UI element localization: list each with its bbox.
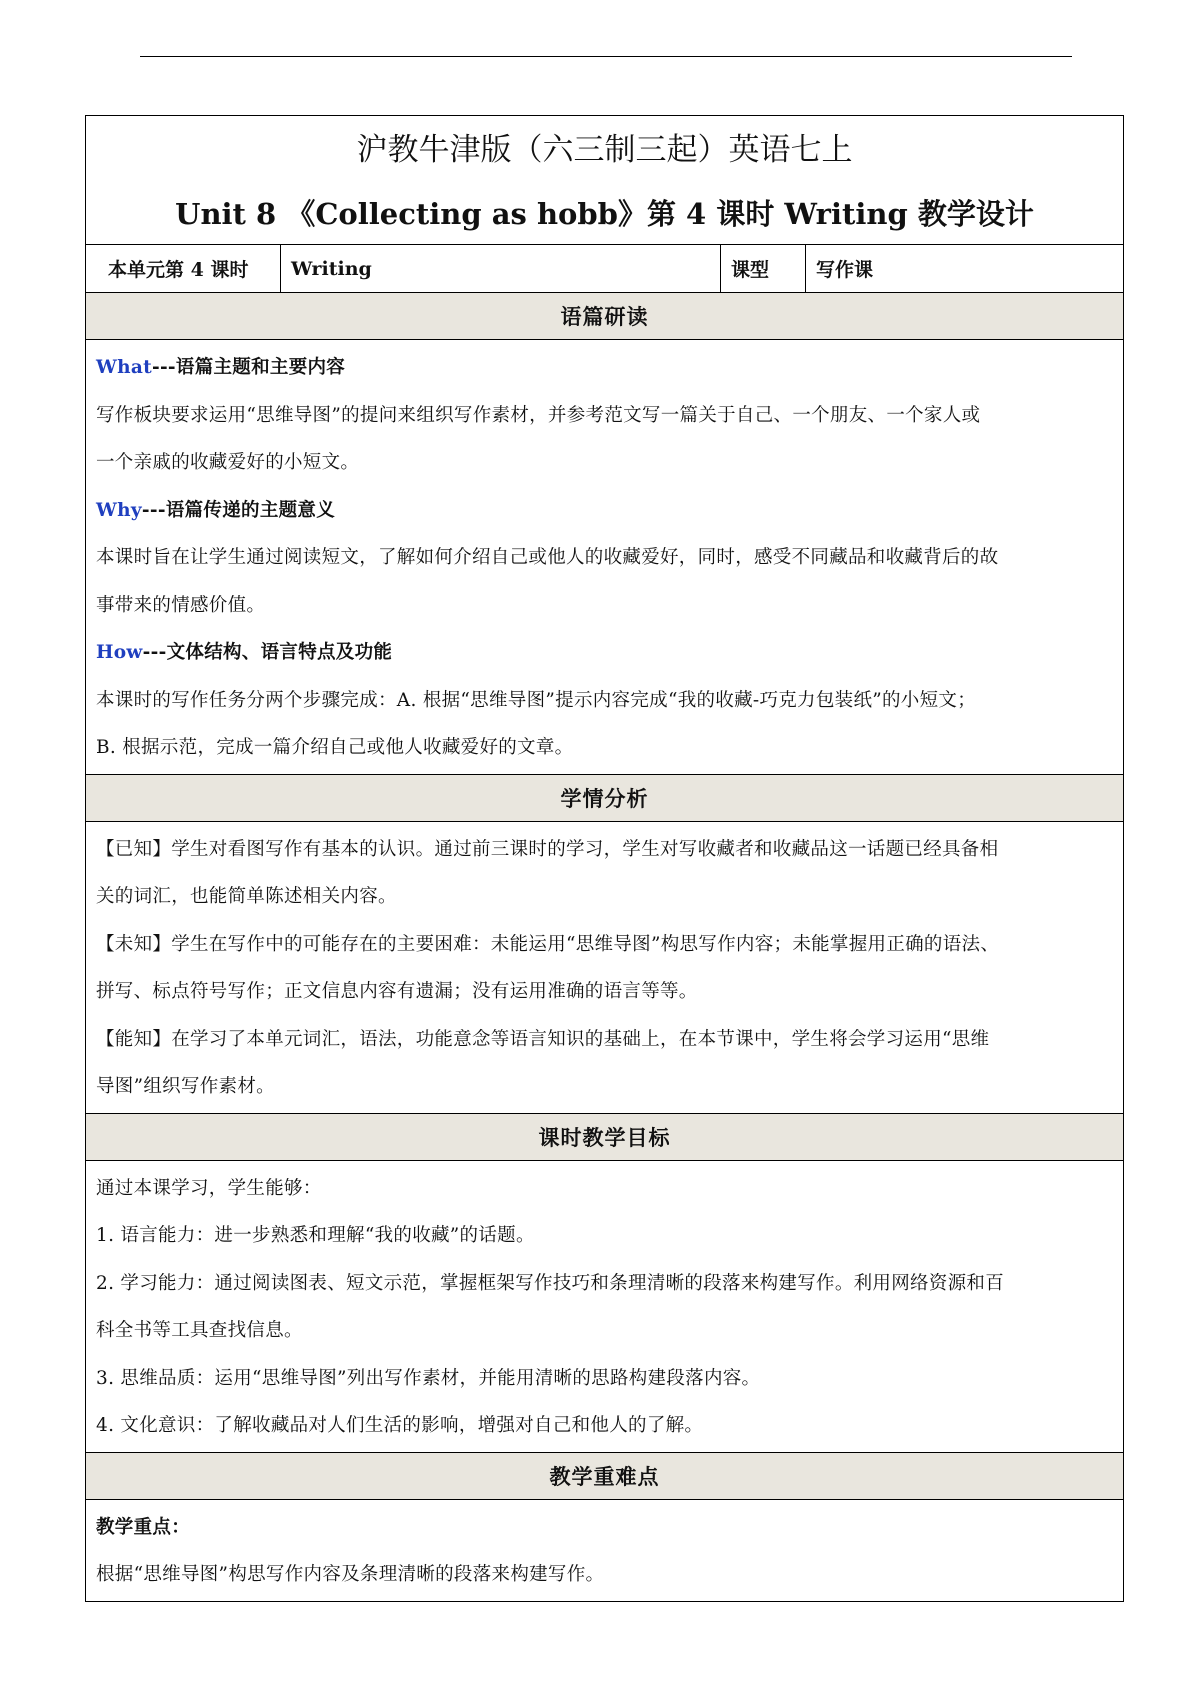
section-body-analysis [86, 821, 1124, 1113]
how-text-line: 本课时的写作任务分两个步骤完成：A. 根据“思维导图”提示内容完成“我的收藏-巧克力包装纸”的小短文； [96, 689, 977, 711]
section-body-objectives [86, 1160, 1124, 1452]
objective-line: 3. 思维品质：运用“思维导图”列出写作素材，并能用清晰的思路构建段落内容。 [96, 1367, 761, 1389]
document-title: 沪教牛津版（六三制三起）英语七上 [356, 132, 853, 168]
objective-line: 科全书等工具查找信息。 [96, 1320, 303, 1341]
why-text-line: 事带来的情感价值。 [96, 594, 266, 616]
type-value: 写作课 [806, 245, 1124, 293]
section-title-focus: 教学重难点 [86, 1452, 1124, 1499]
focus-subheading: 教学重点： [96, 1516, 191, 1538]
info-row [86, 245, 1124, 293]
how-heading: How---文体结构、语言特点及功能 [96, 642, 393, 663]
what-text-line: 写作板块要求运用“思维导图”的提问来组织写作素材，并参考范文写一篇关于自己、一个朋友、一个家人或 [96, 404, 981, 426]
header-rule [140, 56, 1072, 57]
type-label: 课型 [721, 245, 806, 293]
analysis-line: 【已知】学生对看图写作有基本的认识。通过前三课时的学习，学生对写收藏者和收藏品这一话题已经具备相 [96, 838, 999, 860]
objective-line: 2. 学习能力：通过阅读图表、短文示范，掌握框架写作技巧和条理清晰的段落来构建写作。利用网络资源和百 [96, 1272, 1005, 1294]
focus-text: 根据“思维导图”构思写作内容及条理清晰的段落来构建写作。 [96, 1564, 605, 1585]
analysis-line: 导图”组织写作素材。 [96, 1076, 275, 1097]
analysis-line: 【能知】在学习了本单元词汇，语法，功能意念等语言知识的基础上，在本节课中，学生将会学习运用“思维 [96, 1028, 990, 1050]
analysis-line: 关的词汇，也能简单陈述相关内容。 [96, 886, 397, 907]
why-text-line: 本课时旨在让学生通过阅读短文，了解如何介绍自己或他人的收藏爱好，同时，感受不同藏品和收藏背后的故 [96, 547, 999, 568]
how-text-line: B. 根据示范，完成一篇介绍自己或他人收藏爱好的文章。 [96, 737, 574, 758]
lesson-label: 本单元第 4 课时 [86, 245, 281, 293]
analysis-line: 【未知】学生在写作中的可能存在的主要困难：未能运用“思维导图”构思写作内容；未能掌握用正确的语法、 [96, 933, 1000, 955]
document-subtitle: Unit 8 《Collecting as hobb》第 4 课时 Writing 教学设计 [175, 197, 1034, 231]
why-heading: Why---语篇传递的主题意义 [96, 499, 336, 521]
section-body-focus [86, 1499, 1124, 1601]
section-title-reading: 语篇研读 [86, 293, 1124, 340]
objective-line: 通过本课学习，学生能够： [96, 1177, 322, 1199]
analysis-line: 拼写、标点符号写作；正文信息内容有遗漏；没有运用准确的语言等等。 [96, 981, 698, 1002]
what-text-line: 一个亲戚的收藏爱好的小短文。 [96, 452, 360, 473]
lesson-value: Writing [281, 245, 721, 293]
title-cell [86, 116, 1124, 245]
section-title-analysis: 学情分析 [86, 774, 1124, 821]
objective-line: 1. 语言能力：进一步熟悉和理解“我的收藏”的话题。 [96, 1225, 535, 1246]
lesson-plan-table [85, 115, 1124, 1602]
section-title-objectives: 课时教学目标 [86, 1113, 1124, 1160]
what-heading: What---语篇主题和主要内容 [96, 357, 346, 378]
section-body-reading [86, 340, 1124, 775]
objective-line: 4. 文化意识：了解收藏品对人们生活的影响，增强对自己和他人的了解。 [96, 1415, 704, 1436]
